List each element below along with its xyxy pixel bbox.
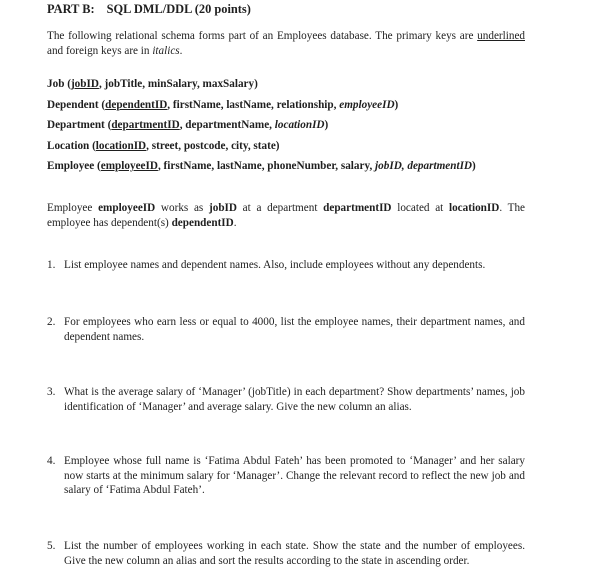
desc-term: departmentID	[323, 202, 392, 214]
paren: )	[275, 139, 280, 152]
paren: )	[324, 119, 329, 131]
schema-location	[47, 138, 547, 159]
attributes: , departmentName,	[179, 119, 275, 131]
attributes: , street, postcode, city, state	[146, 139, 276, 152]
question-item	[47, 258, 525, 273]
table-name: Dependent	[47, 98, 99, 111]
attributes: , jobTitle, minSalary, maxSalary	[98, 78, 255, 90]
foreign-key: employeeID	[339, 98, 395, 111]
paren: (	[94, 160, 101, 172]
primary-key: departmentID	[111, 119, 180, 131]
question-text: For employees who earn less or equal to 4000, list the employee names, their department names, and dependent names.	[64, 316, 525, 343]
question-number: 3.	[47, 386, 56, 398]
primary-key: employeeID	[100, 160, 158, 172]
schema-dependent	[47, 97, 547, 118]
table-name: Department	[47, 119, 105, 131]
question-item	[47, 315, 525, 344]
schema-description	[47, 201, 525, 230]
desc-text: at a department	[236, 202, 324, 214]
attributes: , firstName, lastName, relationship,	[167, 98, 340, 111]
desc-text: .	[233, 216, 237, 229]
desc-term: locationID	[448, 202, 500, 214]
question-item	[47, 539, 525, 568]
paren: (	[104, 119, 112, 131]
primary-key: dependentID	[105, 98, 168, 111]
paren: )	[394, 98, 399, 111]
desc-text: works as	[155, 202, 209, 214]
question-text: What is the average salary of ‘Manager’ (jobTitle) in each department? Show departments’ names, job identification of ‘Manager’ and average salary. Give the new column an alias.	[64, 386, 525, 413]
intro-text: The following relational schema forms part of an Employees database. The primary keys are	[47, 30, 478, 42]
desc-text: . The employee has dependent(s)	[47, 202, 526, 229]
paren: (	[98, 98, 106, 111]
desc-term: employeeID	[98, 202, 156, 214]
question-item	[47, 385, 525, 414]
question-number: 5.	[47, 540, 56, 552]
schema-employee	[47, 158, 547, 179]
section-title: SQL DML/DDL (20 points)	[106, 2, 251, 16]
paren: )	[472, 160, 476, 172]
intro-underlined-word: underlined	[477, 30, 525, 42]
table-name: Location	[47, 139, 90, 152]
schema-department	[47, 117, 547, 138]
question-number: 4.	[47, 455, 56, 467]
intro-paragraph	[47, 29, 525, 58]
paren: )	[254, 78, 258, 90]
question-number: 2.	[47, 316, 56, 328]
paren: (	[64, 78, 71, 90]
attributes: , firstName, lastName, phoneNumber, salary,	[157, 160, 376, 172]
intro-text: .	[179, 44, 183, 57]
foreign-key: locationID	[274, 119, 325, 131]
desc-term: dependentID	[171, 216, 234, 229]
question-number: 1.	[47, 259, 56, 271]
question-text: List employee names and dependent names. Also, include employees without any dependents.	[64, 259, 486, 271]
intro-italic-word: italics	[152, 44, 180, 57]
primary-key: jobID	[70, 78, 99, 90]
relational-schema	[47, 76, 547, 179]
schema-job	[47, 76, 547, 97]
question-text: Employee whose full name is ‘Fatima Abdul Fateh’ has been promoted to ‘Manager’ and her salary now starts at the minimum salary for ‘Manager’. Change the relevant record to reflect the new job and salary of ‘Fatima Abdul Fateh’.	[64, 455, 525, 496]
desc-text: Employee	[47, 202, 99, 214]
intro-text: and foreign keys are in	[47, 44, 153, 57]
primary-key: locationID	[95, 139, 147, 152]
desc-text: located at	[391, 202, 449, 214]
question-text: List the number of employees working in each state. Show the state and the number of employees. Give the new column an alias and sort the results according to the state in ascending order.	[64, 540, 525, 567]
foreign-key: jobID, departmentID	[375, 160, 473, 172]
part-label: PART B:	[47, 2, 95, 16]
paren: (	[89, 139, 96, 152]
table-name: Job	[47, 78, 65, 90]
question-item	[47, 454, 525, 498]
table-name: Employee	[47, 160, 95, 172]
desc-term: jobID	[209, 202, 237, 214]
section-heading	[47, 2, 251, 17]
